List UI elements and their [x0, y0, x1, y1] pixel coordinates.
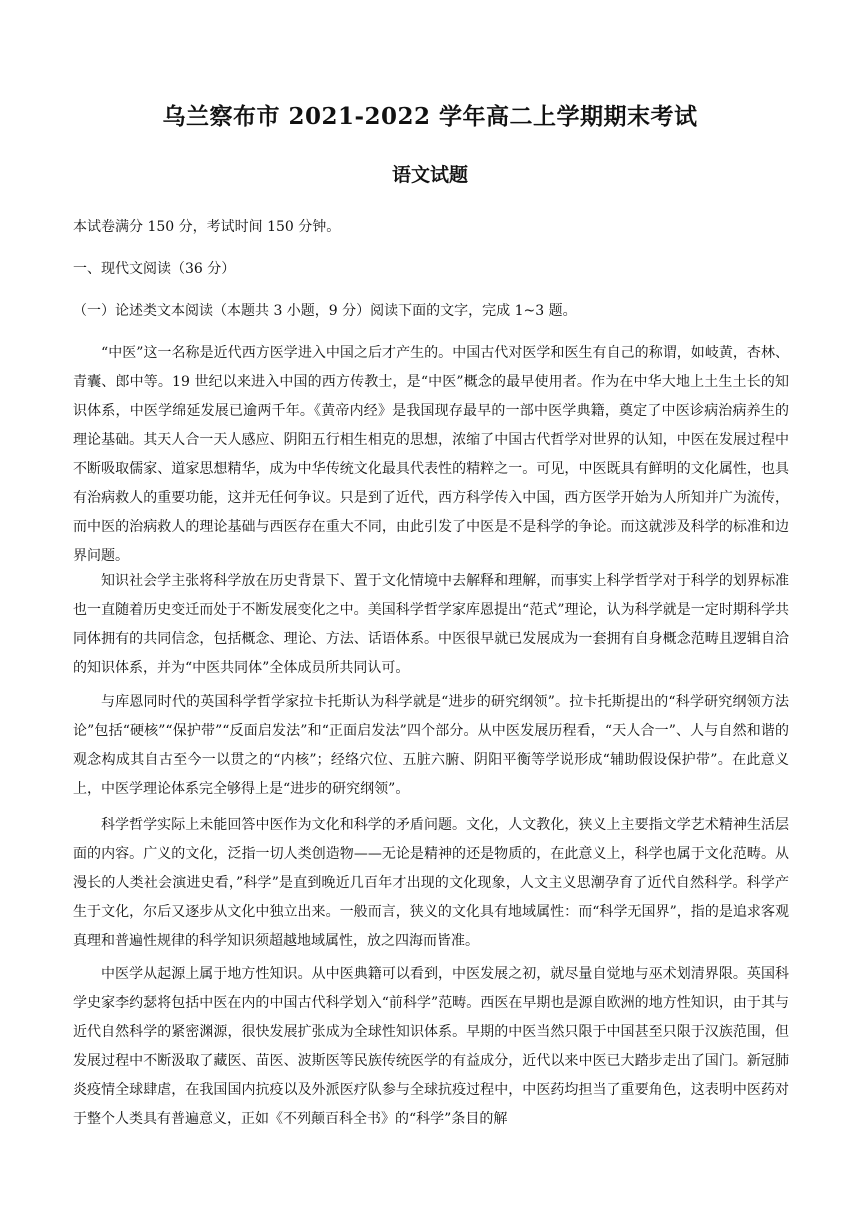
paragraph-3: 与库恩同时代的英国科学哲学家拉卡托斯认为科学就是“进步的研究纲领”。拉卡托斯提出的“科学研究纲领方法论”包括“硬核”“保护带”“反面启发法”和“正面启发法”四个部分。从中医发展历程看，“天人合一”、人与自然和谐的观念构成其自古至今一以贯之的“内核”；经络穴位、五脏六腑、阴阳平衡等学说形成“辅助假设保护带”。在此意义上，中医学理论体系完全够得上是“进步的研究纲领”。: [73, 694, 789, 797]
exam-subtitle: 语文试题: [391, 164, 468, 186]
exam-intro: 本试卷满分 150 分，考试时间 150 分钟。: [73, 219, 341, 235]
paragraph-2: 知识社会学主张将科学放在历史背景下、置于文化情境中去解释和理解，而事实上科学哲学对于科学的划界标准也一直随着历史变迁而处于不断发展变化之中。美国科学哲学家库恩提出“范式”理论，认为科学就是一定时期科学共同体拥有的共同信念，包括概念、理论、方法、话语体系。中医很早就已发展成为一套拥有自身概念范畴且逻辑自洽的知识体系，并为“中医共同体”全体成员所共同认可。: [73, 573, 789, 676]
paragraph-1: “中医”这一名称是近代西方医学进入中国之后才产生的。中国古代对医学和医生有自己的称谓，如岐黄，杏林、青囊、郎中等。19 世纪以来进入中国的西方传教士，是“中医”概念的最早使用者。作为在中华大地上土生土长的知识体系，中医学绵延发展已逾两千年。《黄帝内经》是我国现存最早的一部中医学典籍，奠定了中医诊病治病养生的理论基础。其天人合一天人感应、阴阳五行相生相克的思想，浓缩了中国古代哲学对世界的认知，中医在发展过程中不断吸取儒家、道家思想精华，成为中华传统文化最具代表性的精粹之一。可见，中医既具有鲜明的文化属性，也具有治病救人的重要功能，这并无任何争议。只是到了近代，西方科学传入中国，西方医学开始为人所知并广为流传，而中医的治病救人的理论基础与西医存在重大不同，由此引发了中医是不是科学的争论。而这就涉及科学的标准和边界问题。: [73, 345, 789, 564]
section-heading: 一、现代文阅读（36 分）: [73, 261, 236, 277]
exam-title: 乌兰察布市 2021-2022 学年高二上学期期末考试: [162, 103, 698, 130]
subsection-heading: （一）论述类文本阅读（本题共 3 小题，9 分）阅读下面的文字，完成 1~3 题。: [73, 303, 577, 319]
paragraph-4: 科学哲学实际上未能回答中医作为文化和科学的矛盾问题。文化，人文教化，狭义上主要指文学艺术精神生活层面的内容。广义的文化，泛指一切人类创造物——无论是精神的还是物质的，在此意义上，科学也属于文化范畴。从漫长的人类社会演进史看，”科学”是直到晚近几百年才出现的文化现象，人文主义思潮孕育了近代自然科学。科学产生于文化，尔后又逐步从文化中独立出来。一般而言，狭义的文化具有地域属性：而“科学无国界”，指的是追求客观真理和普遍性规律的科学知识须超越地域属性，放之四海而皆准。: [73, 817, 789, 949]
paragraph-5: 中医学从起源上属于地方性知识。从中医典籍可以看到，中医发展之初，就尽量自觉地与巫术划清界限。英国科学史家李约瑟将包括中医在内的中国古代科学划入“前科学”范畴。西医在早期也是源自欧洲的地方性知识，由于其与近代自然科学的紧密渊源，很快发展扩张成为全球性知识体系。早期的中医当然只限于中国甚至只限于汉族范围，但发展过程中不断汲取了藏医、苗医、波斯医等民族传统医学的有益成分，近代以来中医已大踏步走出了国门。新冠肺炎疫情全球肆虐，在我国国内抗疫以及外派医疗队参与全球抗疫过程中，中医药均担当了重要角色，这表明中医药对于整个人类具有普遍意义，正如《不列颠百科全书》的“科学”条目的解: [73, 966, 789, 1127]
